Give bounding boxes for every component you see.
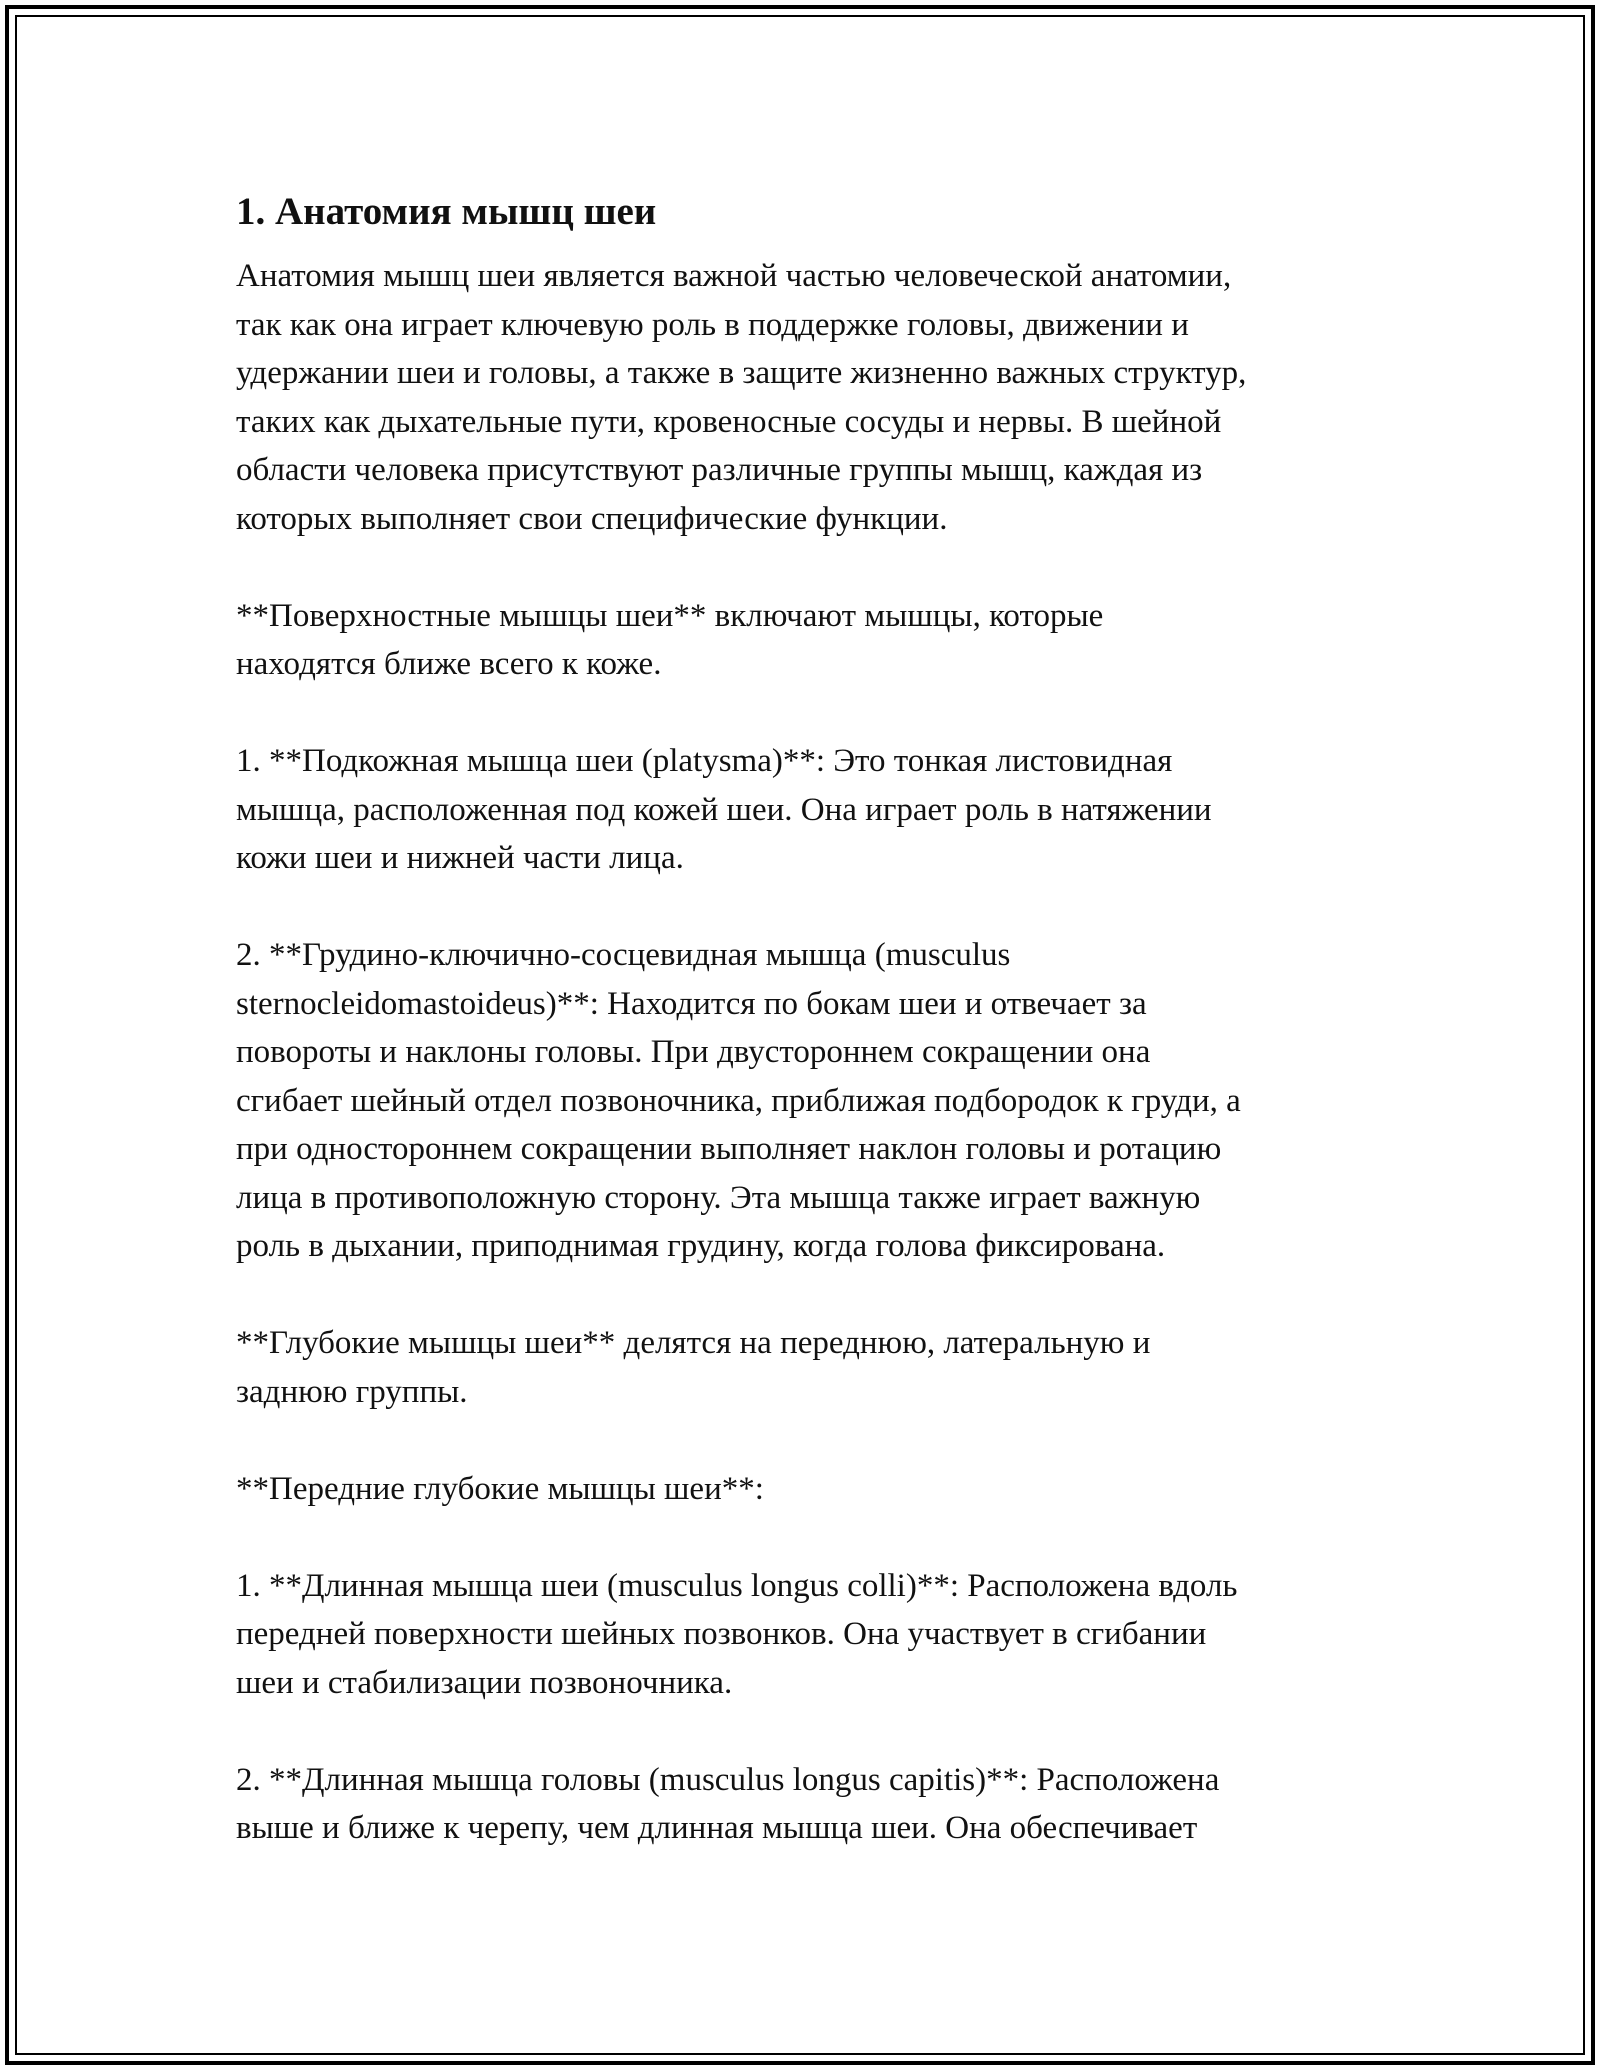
text-line: при одностороннем сокращении выполняет наклон головы и ротацию	[236, 1131, 1222, 1167]
text-line: **Поверхностные мышцы шеи** включают мышцы, которые	[236, 597, 1104, 634]
paragraph	[236, 1562, 1386, 1708]
section-heading: 1. Анатомия мышц шеи	[236, 190, 657, 233]
text-line: таких как дыхательные пути, кровеносные сосуды и нервы. В шейной	[236, 403, 1222, 440]
text-line: находятся ближе всего к коже.	[236, 646, 662, 682]
text-line: лица в противоположную сторону. Эта мышца также играет важную	[236, 1179, 1201, 1216]
document-body	[236, 186, 1386, 1901]
text-line: 2. **Грудино-ключично-сосцевидная мышца (musculus	[236, 937, 1011, 973]
paragraph	[236, 252, 1386, 543]
text-line: удержании шеи и головы, а также в защите жизненно важных структур,	[236, 355, 1247, 391]
text-line: шеи и стабилизации позвоночника.	[236, 1664, 733, 1701]
paragraph	[236, 592, 1386, 689]
text-line: передней поверхности шейных позвонков. Она участвует в сгибании	[236, 1616, 1207, 1652]
text-line: области человека присутствуют различные группы мышц, каждая из	[236, 452, 1203, 488]
text-line: сгибает шейный отдел позвоночника, приближая подбородок к груди, а	[236, 1082, 1241, 1119]
text-line: 1. **Подкожная мышца шеи (platysma)**: Это тонкая листовидная	[236, 743, 1173, 779]
text-line: 2. **Длинная мышца головы (musculus longus capitis)**: Расположена	[236, 1761, 1220, 1798]
paragraph-list	[236, 252, 1386, 1853]
text-line: кожи шеи и нижней части лица.	[236, 840, 684, 876]
text-line: Анатомия мышц шеи является важной частью человеческой анатомии,	[236, 258, 1232, 294]
paragraph	[236, 1319, 1386, 1416]
text-line: **Передние глубокие мышцы шеи**:	[236, 1470, 764, 1507]
paragraph	[236, 737, 1386, 883]
text-line: 1. **Длинная мышца шеи (musculus longus colli)**: Расположена вдоль	[236, 1567, 1238, 1604]
text-line: повороты и наклоны головы. При двустороннем сокращении она	[236, 1034, 1151, 1070]
text-line: роль в дыхании, приподнимая грудину, когда голова фиксирована.	[236, 1228, 1166, 1264]
paragraph	[236, 1756, 1386, 1853]
text-line: sternocleidomastoideus)**: Находится по бокам шеи и отвечает за	[236, 985, 1147, 1022]
text-line: **Глубокие мышцы шеи** делятся на переднюю, латеральную и	[236, 1325, 1151, 1361]
text-line: мышца, расположенная под кожей шеи. Она играет роль в натяжении	[236, 791, 1212, 828]
text-line: которых выполняет свои специфические функции.	[236, 500, 948, 537]
paragraph	[236, 931, 1386, 1271]
text-line: так как она играет ключевую роль в поддержке головы, движении и	[236, 306, 1189, 343]
text-line: заднюю группы.	[236, 1373, 468, 1410]
paragraph	[236, 1465, 1386, 1514]
text-line: выше и ближе к черепу, чем длинная мышца шеи. Она обеспечивает	[236, 1810, 1198, 1846]
